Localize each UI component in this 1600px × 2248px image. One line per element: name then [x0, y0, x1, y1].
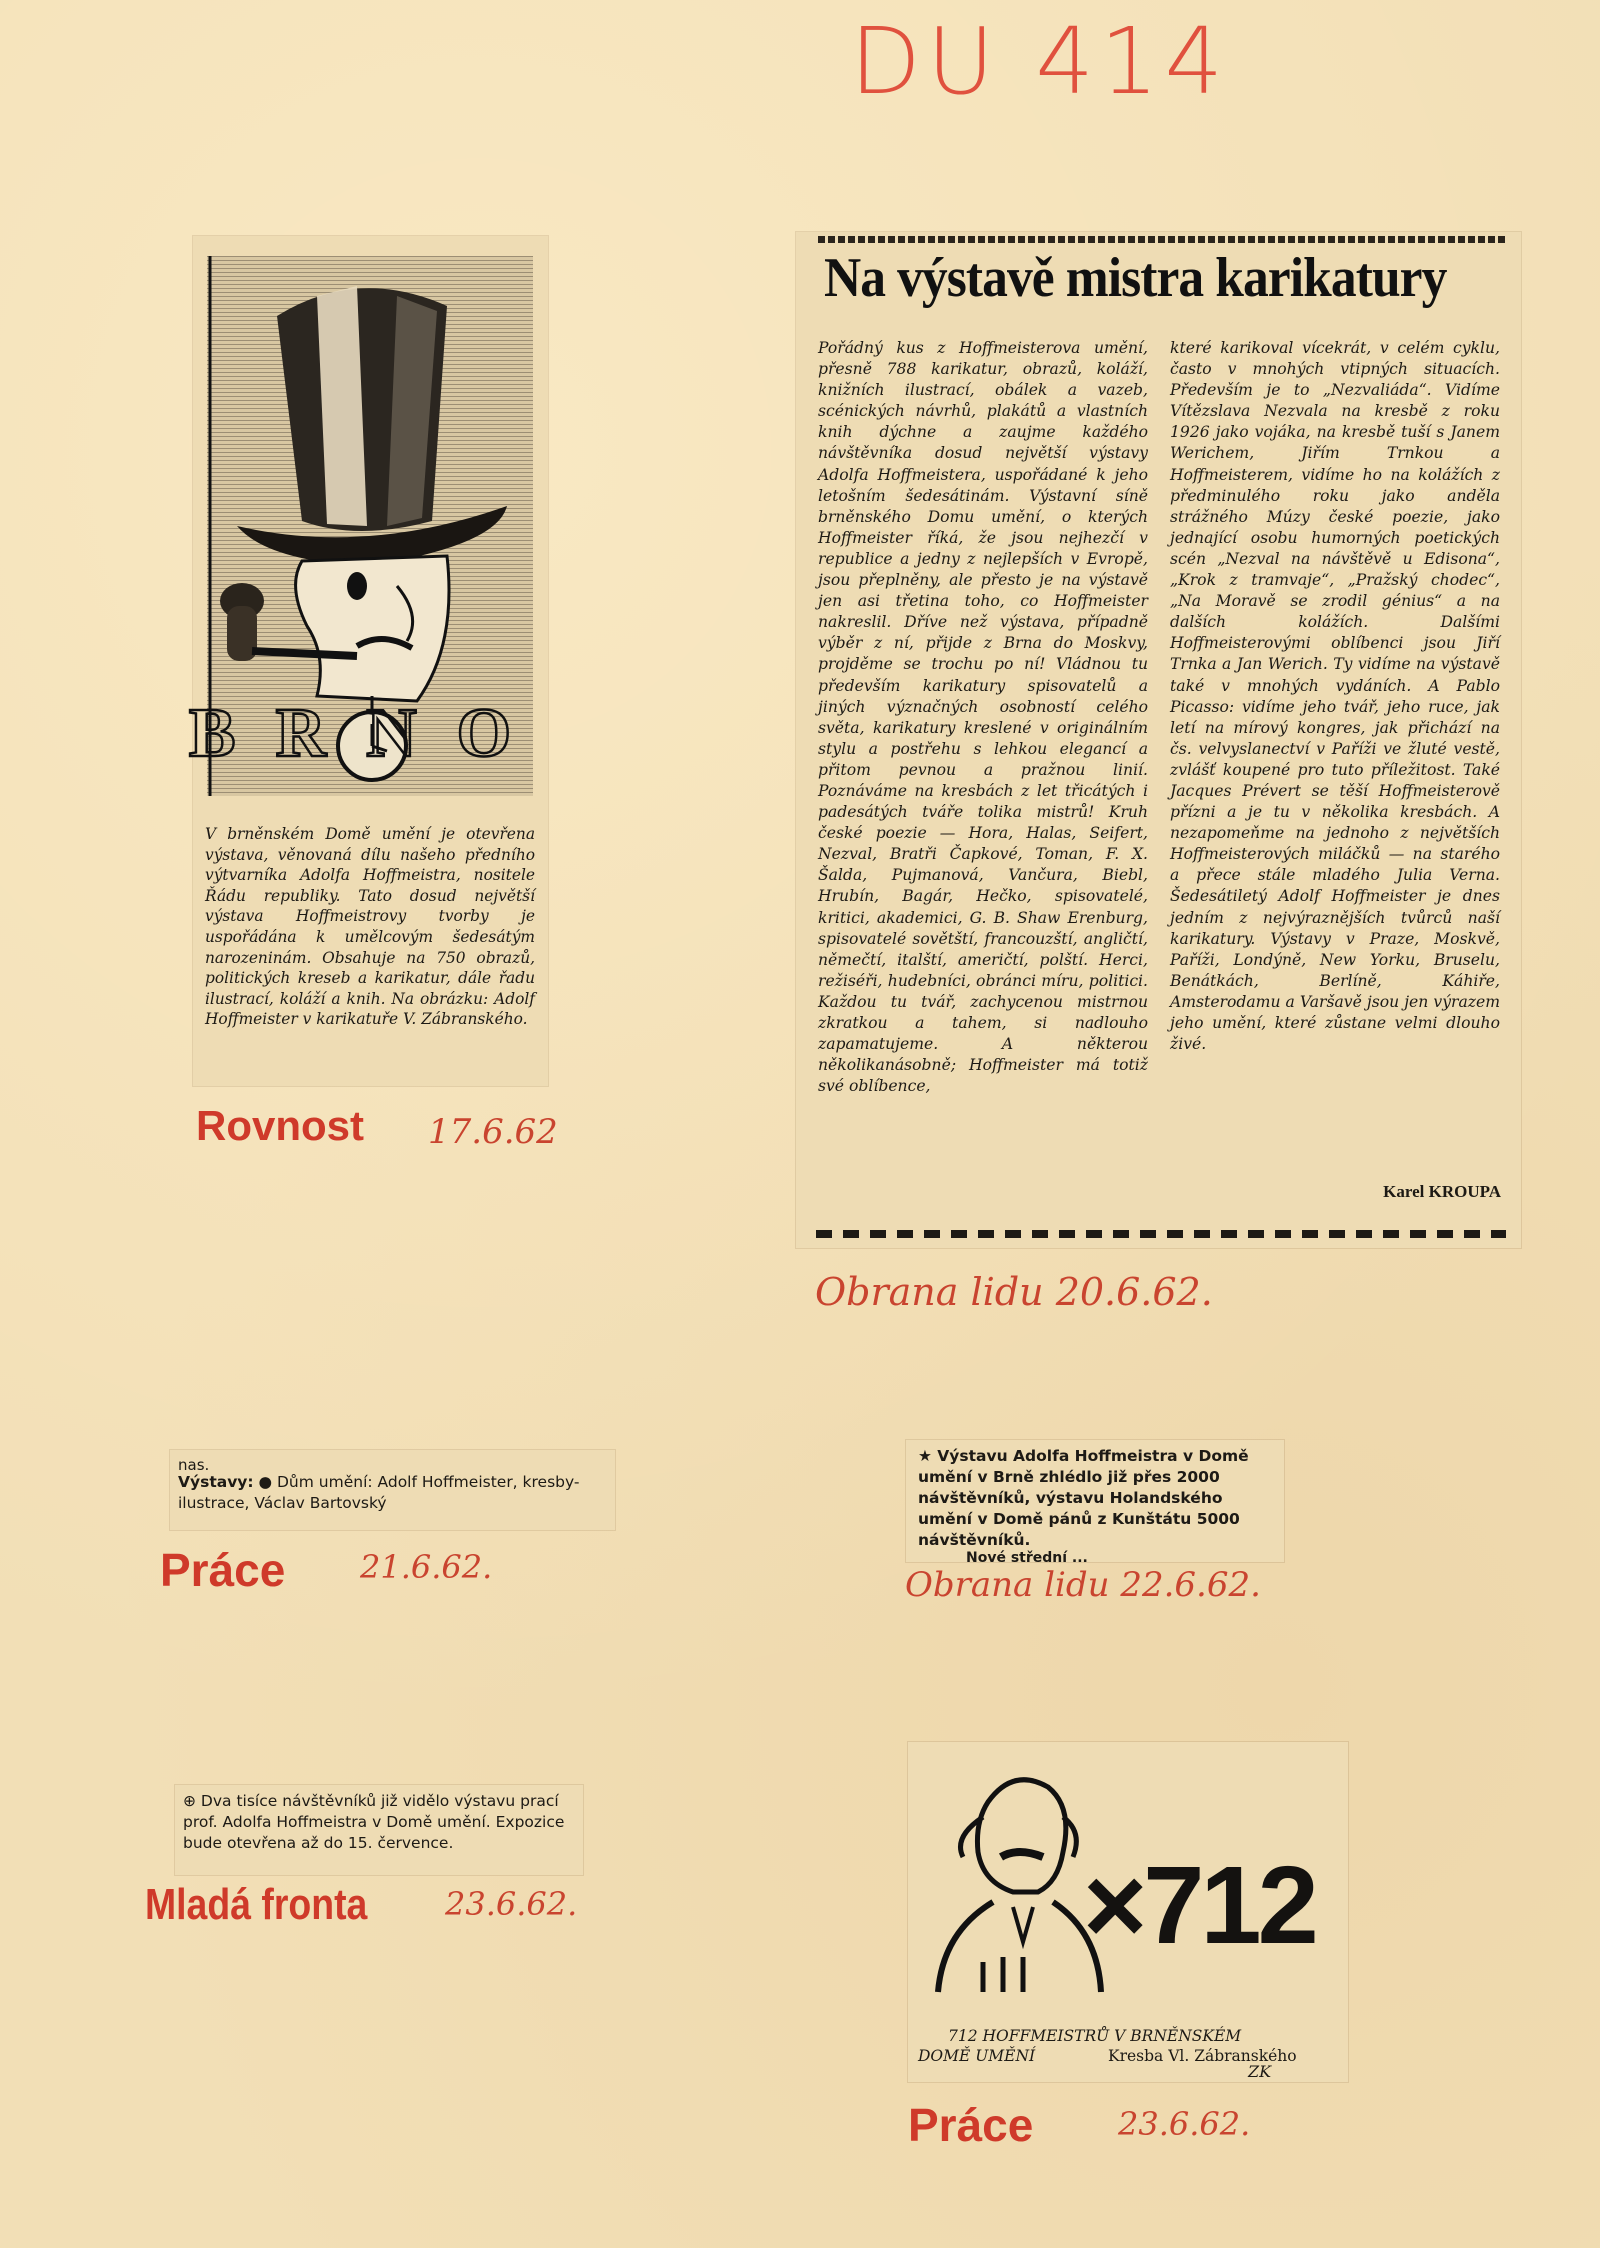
bottom-dashed-rule — [816, 1230, 1506, 1238]
obrana-clipping-2 — [906, 1440, 1284, 1566]
article-column-2: které karikoval vícekrát, v celém cyklu, často v mnohých vtipných situacích. Především je to „Nezvaliáda“. Vidíme Vítězslava Nezvala na kresbě z roku 1926 jako vojáka, na kresbě tuší s Janem Werichem, Jiřím Trnkou a Hoffmeisterem, vidíme ho na kolážích z předminulého roku jako anděla strážného Múzy české poezie, jako jednající osobu humorných poetických scén „Nezval na návštěvě u Edisona“, „Krok z tramvaje“, „Pražský chodec“, „Na Moravě se zrodil génius“ a na dalších kolážích. Dalšími Hoffmeisterovými oblíbenci jsou Jiří Trnka a Jan Werich. Ty vidíme na výstavě také v mnohých vydáních. A Pablo Picasso: vidíme jeho tvář, jeho ruce, jak letí na mírový kongres, jak přichází na čs. velvyslanectví v Paříži ve žluté vestě, zvlášť koupené pro tuto příležitost. Také Jacques Prévert se těší Hoffmeisterově přízni a je tu v několika kresbách. A nezapomeňme na jednoho z největších Hoffmeisterových miláčků — na starého a přece stále mladého Julia Verna. Šedesátiletý Adolf Hoffmeister je dnes jedním z nejvýraznějších tvůrců naší karikatury. Výstavy v Praze, Moskvě, Paříži, Londýně, New Yorku, Bruselu, Benátkách, Berlíně, Káhiře, Amsterodamu a Varšavě jsou jen výrazem jeho umění, které zůstane velmi dlouho živé. — [1170, 339, 1500, 1054]
prace-clip-prefix: nas. — [178, 1456, 210, 1474]
hoffmeister-head-drawing — [923, 1762, 1103, 1992]
article-author: Karel KROUPA — [1383, 1182, 1501, 1201]
prace-clipping-1 — [170, 1450, 615, 1530]
rovnost-caption: V brněnském Domě umění je otevřena výstava, věnovaná dílu našeho předního výtvarníka Adolfa Hoffmeistra, nositele Řádu republiky. Tato dosud největší výstava Hoffmeistrovy tvorby je uspořádána k umělcovým šedesátým narozeninám. Obsahuje na 750 obrazů, politických kreseb a karikatur, dále řadu ilustrací, koláží a knih. Na obrázku: Adolf Hoffmeister v karikatuře V. Zábranského. — [205, 825, 535, 1029]
illustration-brno-lettering: BRNO — [188, 695, 552, 772]
top-dotted-rule — [818, 236, 1508, 243]
bullet-icon: ● — [258, 1473, 277, 1491]
obrana-article-clipping — [796, 232, 1521, 1248]
exhibitions-label: Výstavy: — [178, 1473, 254, 1491]
drawing-caption-line1: 712 HOFFMEISTRŮ V BRNĚNSKÉM — [948, 2027, 1242, 2045]
article-headline: Na výstavě mistra karikatury — [824, 247, 1447, 309]
drawing-caption-line2a: DOMĚ UMĚNÍ — [918, 2047, 1036, 2065]
rovnost-date: 17.6.62 — [428, 1112, 558, 1152]
circle-plus-icon: ⊕ — [183, 1792, 201, 1810]
rovnost-clipping — [188, 236, 552, 1086]
prace-date-1: 21.6.62. — [360, 1548, 493, 1586]
mlada-fronta-date: 23.6.62. — [445, 1885, 578, 1923]
prace-clipping-2 — [908, 1742, 1348, 2082]
obrana-clip-2-text: ★ Výstavu Adolfa Hoffmeistra v Domě umění v Brně zhlédlo již přes 2000 návštěvníků, výstavu Holandského umění v Domě pánů z Kunštátu 5000 návštěvníků. — [918, 1447, 1249, 1549]
mlada-fronta-source-stamp: Mladá fronta — [145, 1880, 368, 1929]
prace-source-stamp-2: Práce — [908, 2099, 1034, 2151]
drawing-big-number: ×712 — [1083, 1844, 1315, 1967]
mlada-fronta-clipping — [175, 1785, 583, 1875]
hoffmeister-caricature-illustration — [188, 256, 552, 796]
star-icon: ★ — [918, 1447, 938, 1465]
mlada-fronta-text: ⊕ Dva tisíce návštěvníků již vidělo výstavu prací prof. Adolfa Hoffmeistra v Domě umění. Expozice bude otevřena až do 15. července. — [183, 1792, 565, 1852]
drawing-initials: ZK — [1248, 2062, 1272, 2081]
obrana-clip-2-cut-line: Nové střední ... — [966, 1550, 1088, 1566]
rovnost-source-stamp: Rovnost — [196, 1102, 364, 1149]
archive-mark: DU 414 — [850, 8, 1230, 115]
prace-clip-text — [178, 1472, 608, 1514]
obrana-source-date: Obrana lidu 20.6.62. — [815, 1270, 1213, 1314]
obrana-source-date-2: Obrana lidu 22.6.62. — [905, 1565, 1261, 1605]
exhibitions-text: Dům umění: Adolf Hoffmeister, kresby-ilustrace, Václav Bartovský — [178, 1473, 580, 1512]
article-column-1: Pořádný kus z Hoffmeisterova umění, přesně 788 karikatur, obrazů, koláží, knižních ilustrací, obálek a vazeb, scénických návrhů, plakátů a vlastních knih dýchne a zaujme každého návštěvníka dosud největší výstavy Adolfa Hoffmeistera, uspořádané k jeho letošním šedesátinám. Výstavní síně brněnského Domu umění, o kterých Hoffmeister říká, že jsou nejhezčí v republice a jedny z nejlepších v Evropě, jsou přeplněny, ale přesto je na výstavě jen asi třetina toho, co Hoffmeister nakreslil. Dříve než výstava, případně výběr z ní, přijde z Brna do Moskvy, projděme se trochu po ní! Vládnou tu především karikatury spisovatelů a jiných význačných osobností celého světa, karikatury kreslené v originálním stylu a postřehu s lehkou elegancí a přitom pevnou a pražnou linií. Poznáváme na kresbách z let třicátých i padesátých tváře tolika mistrů! Kruh české poezie — Hora, Halas, Seifert, Nezval, Bratři Čapkové, Toman, F. X. Šalda, Pujmanová, Vančura, Biebl, Hrubín, Bagár, Hečko, spisovatelé, kritici, akademici, G. B. Shaw Erenburg, spisovatelé sovětští, francouzští, angličtí, němečtí, italští, američtí, polští. Herci, režiséři, hudebníci, obránci míru, politici. Každou tu tvář, zachycenou mistrnou zkratkou a tahem, si nadlouho zapamatujeme. A některou několikanásobně; Hoffmeister má totiž své oblíbence, — [818, 339, 1148, 1096]
prace-source-stamp-1: Práce — [160, 1544, 286, 1596]
drawing-caption-line2b: Kresba Vl. Zábranského — [1108, 2047, 1297, 2065]
prace-date-2: 23.6.62. — [1118, 2105, 1251, 2143]
